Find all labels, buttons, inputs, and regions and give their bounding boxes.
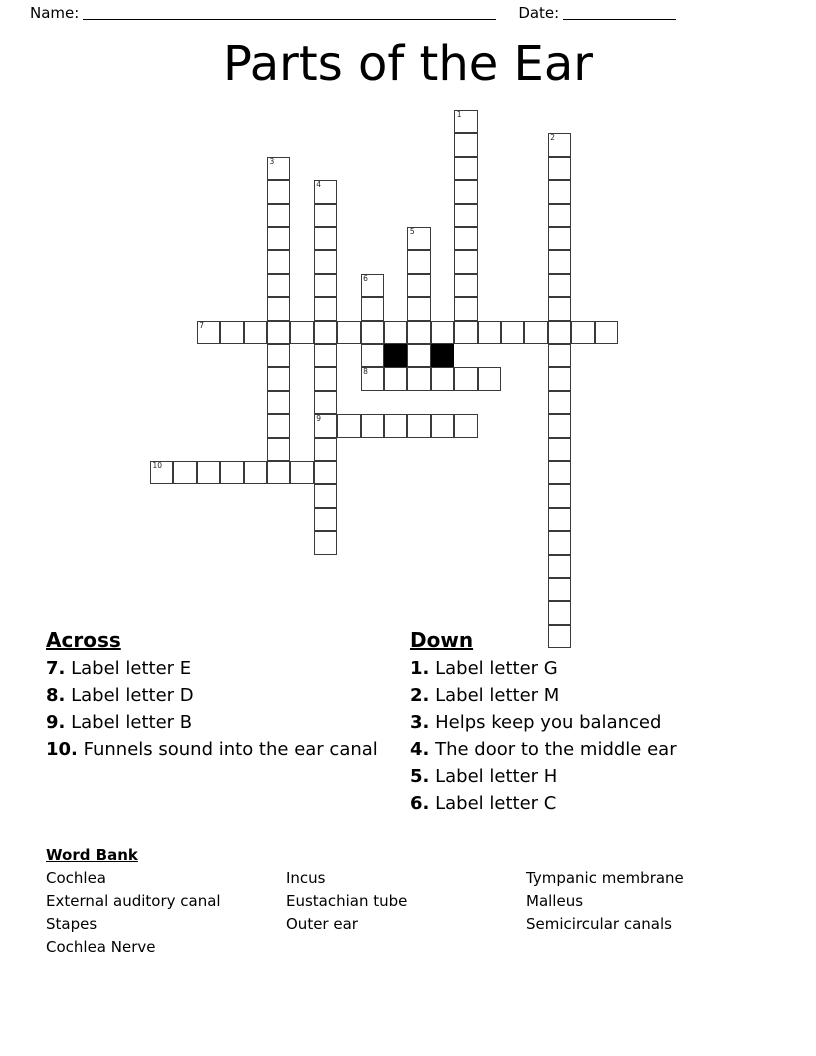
grid-cell[interactable] — [548, 601, 571, 624]
grid-cell[interactable] — [571, 321, 594, 344]
cell-number-8: 8 — [363, 367, 368, 377]
grid-cell[interactable] — [173, 461, 196, 484]
cell-number-7: 7 — [199, 320, 205, 330]
grid-cell[interactable] — [314, 414, 337, 437]
grid-cell[interactable] — [407, 297, 430, 320]
grid-cell[interactable] — [197, 321, 220, 344]
grid-cell[interactable] — [407, 250, 430, 273]
grid-cell[interactable] — [407, 227, 430, 250]
word-bank-spacer — [526, 936, 746, 959]
grid-cell[interactable] — [431, 321, 454, 344]
grid-cell[interactable] — [454, 367, 477, 390]
clue-number: 7. — [46, 658, 66, 679]
grid-cell[interactable] — [314, 484, 337, 507]
grid-cell[interactable] — [407, 414, 430, 437]
clue-text: Label letter E — [65, 658, 192, 679]
clue-number: 8. — [46, 685, 66, 706]
grid-cell[interactable] — [548, 414, 571, 437]
clue-number: 5. — [410, 766, 430, 787]
grid-cell[interactable] — [314, 508, 337, 531]
crossword-grid[interactable] — [150, 110, 630, 630]
grid-cell[interactable] — [384, 321, 407, 344]
clue-number: 1. — [410, 658, 430, 679]
page-title: Parts of the Ear — [222, 36, 594, 92]
cell-number-5: 5 — [409, 227, 415, 236]
date-label: Date: — [518, 4, 560, 22]
clue-number: 4. — [410, 739, 430, 760]
grid-cell[interactable] — [548, 133, 571, 156]
grid-cell[interactable] — [548, 531, 571, 554]
word-bank-heading: Word Bank — [46, 846, 138, 864]
word-bank-word: Incus — [286, 869, 326, 887]
cell-number-2: 2 — [550, 133, 556, 143]
grid-cell[interactable] — [314, 180, 337, 203]
cell-number-10: 10 — [152, 461, 163, 470]
grid-cell[interactable] — [524, 321, 547, 344]
grid-cell[interactable] — [314, 321, 337, 344]
grid-cell[interactable] — [548, 344, 571, 367]
grid-cell[interactable] — [361, 274, 384, 297]
clue-number: 3. — [410, 712, 430, 733]
grid-cell[interactable] — [314, 297, 337, 320]
grid-cell[interactable] — [220, 461, 243, 484]
grid-cell[interactable] — [337, 414, 360, 437]
grid-cell[interactable] — [267, 274, 290, 297]
cell-number-3: 3 — [269, 156, 275, 166]
clue-text: Funnels sound into the ear canal — [77, 739, 378, 760]
grid-cell[interactable] — [548, 461, 571, 484]
grid-cell[interactable] — [454, 321, 477, 344]
grid-cell[interactable] — [454, 133, 477, 156]
grid-cell-blocked — [384, 344, 407, 367]
grid-cell[interactable] — [267, 204, 290, 227]
grid-cell[interactable] — [337, 321, 360, 344]
word-bank-word: Semicircular canals — [526, 915, 672, 933]
down-clues-column — [410, 628, 770, 817]
clue-text: The door to the middle ear — [429, 739, 677, 760]
down-heading: Down — [410, 628, 474, 652]
grid-cell[interactable] — [267, 438, 290, 461]
grid-cell[interactable] — [548, 250, 571, 273]
clue-text: Label letter D — [65, 685, 194, 706]
grid-cell[interactable] — [454, 157, 477, 180]
grid-cell[interactable] — [244, 461, 267, 484]
grid-cell[interactable] — [267, 157, 290, 180]
grid-cell[interactable] — [454, 180, 477, 203]
grid-cell[interactable] — [548, 438, 571, 461]
grid-cell[interactable] — [314, 204, 337, 227]
word-bank-section — [46, 845, 746, 959]
grid-cell[interactable] — [314, 461, 337, 484]
grid-cell[interactable] — [267, 321, 290, 344]
grid-cell[interactable] — [314, 367, 337, 390]
grid-cell[interactable] — [454, 297, 477, 320]
grid-cell[interactable] — [454, 110, 477, 133]
clue-across-10 — [46, 736, 396, 763]
grid-cell[interactable] — [314, 274, 337, 297]
grid-cell[interactable] — [548, 297, 571, 320]
grid-cell[interactable] — [407, 344, 430, 367]
word-bank-word: Outer ear — [286, 915, 358, 933]
cell-number-4: 4 — [316, 180, 322, 190]
clue-down-6 — [410, 790, 770, 817]
grid-cell[interactable] — [220, 321, 243, 344]
grid-cell[interactable] — [267, 227, 290, 250]
grid-cell[interactable] — [548, 227, 571, 250]
grid-cell[interactable] — [267, 414, 290, 437]
grid-cell[interactable] — [501, 321, 524, 344]
date-write-in-line[interactable] — [563, 6, 676, 20]
grid-cell[interactable] — [548, 321, 571, 344]
grid-cell[interactable] — [361, 367, 384, 390]
grid-cell[interactable] — [548, 204, 571, 227]
across-clue-list — [46, 655, 396, 763]
clue-across-7 — [46, 655, 396, 682]
word-bank-word: External auditory canal — [46, 892, 221, 910]
grid-cell[interactable] — [150, 461, 173, 484]
grid-cell[interactable] — [314, 531, 337, 554]
grid-cell[interactable] — [361, 321, 384, 344]
word-bank-grid — [46, 867, 746, 959]
grid-cell[interactable] — [407, 367, 430, 390]
word-bank-word: Eustachian tube — [286, 892, 408, 910]
grid-cell[interactable] — [454, 414, 477, 437]
grid-cell[interactable] — [267, 461, 290, 484]
clue-across-9 — [46, 709, 396, 736]
clue-text: Label letter M — [429, 685, 560, 706]
grid-cell[interactable] — [314, 344, 337, 367]
grid-cell[interactable] — [431, 367, 454, 390]
grid-cell[interactable] — [548, 391, 571, 414]
grid-cell[interactable] — [197, 461, 220, 484]
grid-cell[interactable] — [361, 414, 384, 437]
grid-cell[interactable] — [267, 297, 290, 320]
word-bank-word: Malleus — [526, 892, 584, 910]
grid-cell[interactable] — [454, 250, 477, 273]
grid-cell[interactable] — [384, 414, 407, 437]
grid-cell[interactable] — [478, 321, 501, 344]
grid-cell-blocked — [431, 344, 454, 367]
clue-down-5 — [410, 763, 770, 790]
clue-down-2 — [410, 682, 770, 709]
grid-cell[interactable] — [244, 321, 267, 344]
grid-cell[interactable] — [595, 321, 618, 344]
clue-text: Label letter C — [429, 793, 557, 814]
clue-text: Label letter H — [429, 766, 558, 787]
grid-cell[interactable] — [548, 367, 571, 390]
clue-text: Label letter B — [65, 712, 193, 733]
clue-down-4 — [410, 736, 770, 763]
grid-cell[interactable] — [548, 484, 571, 507]
grid-cell[interactable] — [548, 157, 571, 180]
cell-number-9: 9 — [316, 414, 322, 424]
grid-cell[interactable] — [314, 438, 337, 461]
word-bank-spacer — [286, 936, 526, 959]
grid-cell[interactable] — [267, 391, 290, 414]
clue-number: 9. — [46, 712, 66, 733]
grid-cell[interactable] — [290, 461, 313, 484]
clue-number: 2. — [410, 685, 430, 706]
name-write-in-line[interactable] — [83, 6, 496, 20]
grid-cell[interactable] — [267, 250, 290, 273]
grid-cell[interactable] — [431, 414, 454, 437]
grid-cell[interactable] — [548, 578, 571, 601]
grid-cell[interactable] — [267, 344, 290, 367]
clues-section — [0, 628, 816, 818]
grid-cell[interactable] — [548, 555, 571, 578]
clue-number: 6. — [410, 793, 430, 814]
grid-cell[interactable] — [314, 391, 337, 414]
clue-down-3 — [410, 709, 770, 736]
grid-cell[interactable] — [454, 204, 477, 227]
grid-cell[interactable] — [407, 321, 430, 344]
grid-cell[interactable] — [267, 367, 290, 390]
clue-text: Helps keep you balanced — [429, 712, 662, 733]
clue-down-1 — [410, 655, 770, 682]
grid-cell[interactable] — [454, 274, 477, 297]
grid-cell[interactable] — [267, 180, 290, 203]
grid-cell[interactable] — [361, 297, 384, 320]
grid-cell[interactable] — [454, 227, 477, 250]
grid-cell[interactable] — [548, 508, 571, 531]
clue-text: Label letter G — [429, 658, 558, 679]
across-clues-column — [46, 628, 396, 763]
word-bank-word: Cochlea — [46, 869, 106, 887]
clue-across-8 — [46, 682, 396, 709]
grid-cell[interactable] — [384, 367, 407, 390]
grid-cell[interactable] — [478, 367, 501, 390]
cell-number-1: 1 — [456, 110, 462, 119]
cell-number-6: 6 — [363, 273, 368, 283]
grid-cell[interactable] — [361, 344, 384, 367]
down-clue-list — [410, 655, 770, 817]
across-heading: Across — [46, 628, 121, 652]
grid-cell[interactable] — [548, 274, 571, 297]
grid-cell[interactable] — [548, 180, 571, 203]
word-bank-word: Tympanic membrane — [526, 869, 684, 887]
grid-cell[interactable] — [314, 250, 337, 273]
grid-cell[interactable] — [407, 274, 430, 297]
word-bank-word: Stapes — [46, 915, 98, 933]
word-bank-word: Cochlea Nerve — [46, 938, 156, 956]
grid-cell[interactable] — [314, 227, 337, 250]
name-label: Name: — [30, 4, 80, 22]
grid-cell[interactable] — [290, 321, 313, 344]
name-date-header — [30, 0, 786, 26]
clue-number: 10. — [46, 739, 78, 760]
